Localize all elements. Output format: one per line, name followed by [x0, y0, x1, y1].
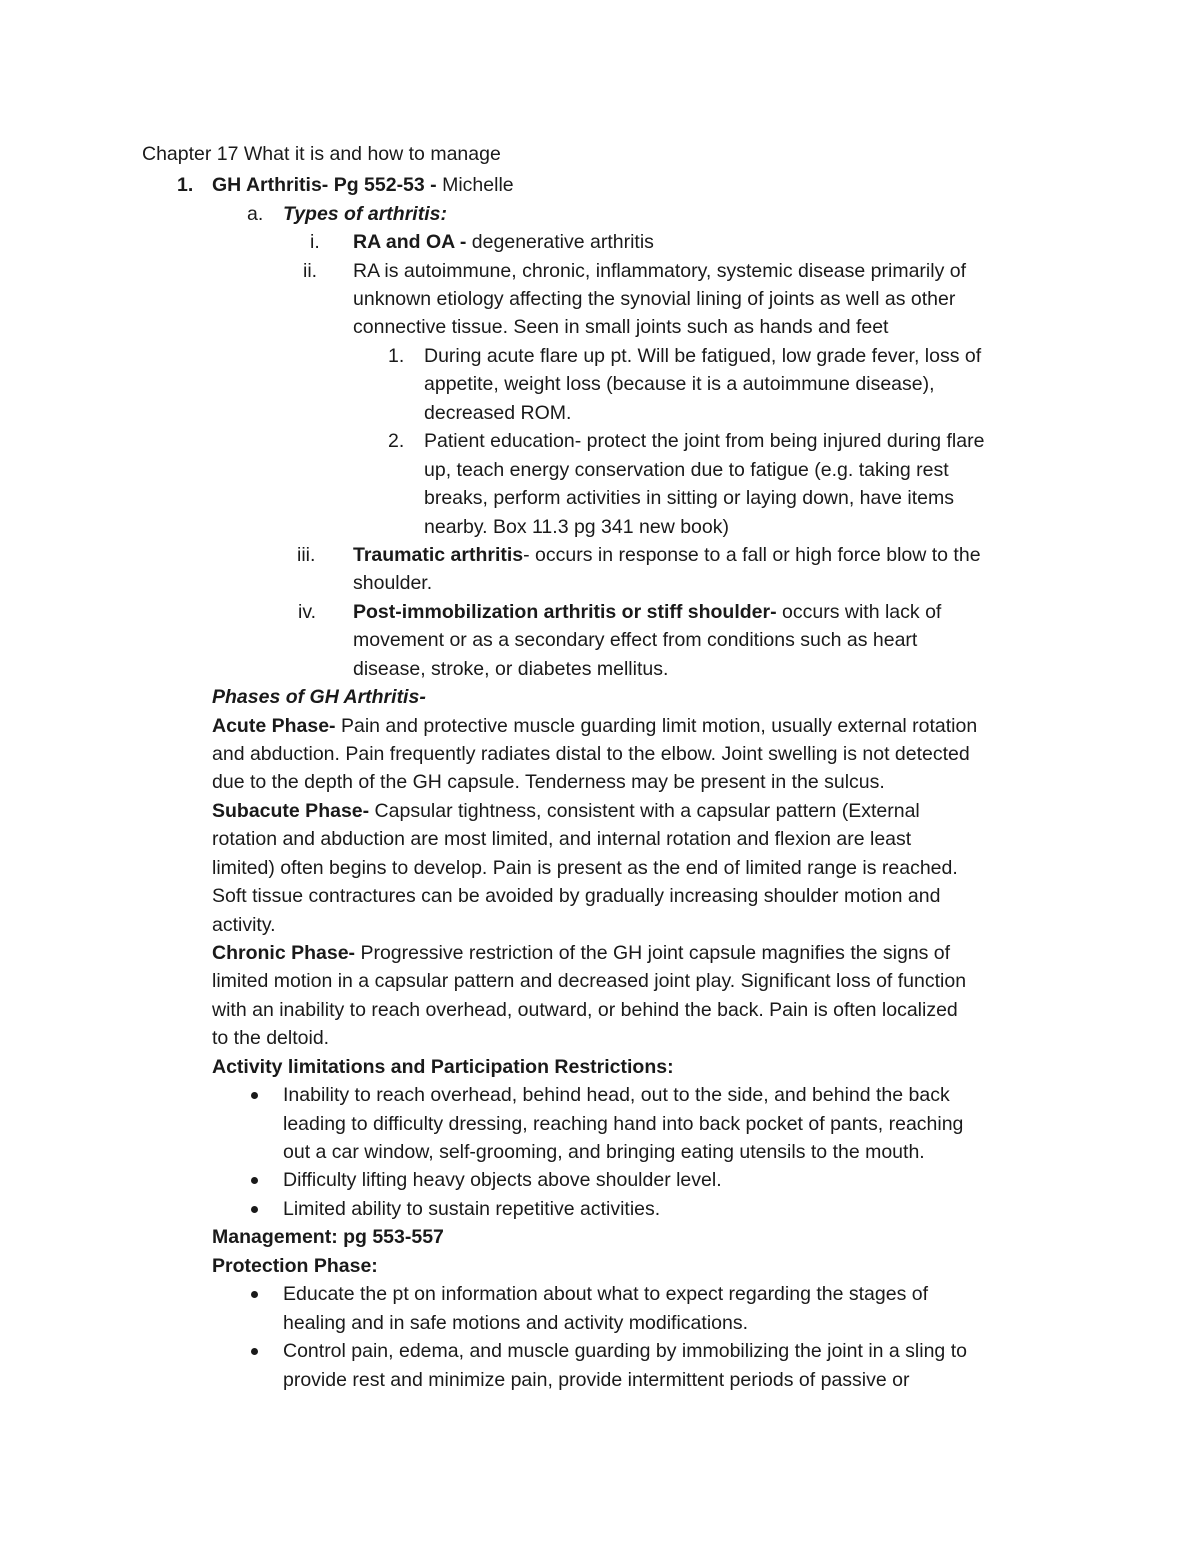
phases-title: Phases of GH Arthritis-: [212, 686, 426, 708]
patient-education-line: nearby. Box 11.3 pg 341 new book): [424, 516, 729, 538]
subacute-phase-line: rotation and abduction are most limited, and internal rotation and flexion are least: [212, 828, 912, 850]
subacute-phase-label: Subacute Phase-: [212, 800, 370, 822]
acute-flare-line: decreased ROM.: [424, 402, 572, 424]
ra-desc-line: unknown etiology affecting the synovial lining of joints as well as other: [353, 288, 956, 310]
patient-education-line: breaks, perform activities in sitting or laying down, have items: [424, 487, 954, 509]
bullet-dot: [251, 1348, 258, 1355]
item-1-title: GH Arthritis- Pg 552-53 -: [212, 174, 437, 196]
post-immobilization-line-3: disease, stroke, or diabetes mellitus.: [353, 658, 669, 680]
subacute-phase-line: limited) often begins to develop. Pain is present as the end of limited range is reached.: [212, 857, 958, 879]
chapter-heading: Chapter 17 What it is and how to manage: [142, 143, 501, 165]
activity-bullet-line: Inability to reach overhead, behind head, out to the side, and behind the back: [283, 1084, 950, 1106]
list-number-1: 1.: [177, 174, 194, 196]
bullet-dot: [251, 1291, 258, 1298]
chronic-phase-line: to the deltoid.: [212, 1027, 330, 1049]
activity-limitations-title: Activity limitations and Participation Restrictions:: [212, 1056, 674, 1078]
chronic-phase-line: limited motion in a capsular pattern and decreased joint play. Significant loss of function: [212, 970, 967, 992]
acute-flare-line: During acute flare up pt. Will be fatigued, low grade fever, loss of: [424, 345, 982, 367]
management-title: Management: pg 553-557: [212, 1226, 444, 1248]
roman-marker-ii: ii.: [303, 260, 318, 282]
protection-bullet-line: provide rest and minimize pain, provide intermittent periods of passive or: [283, 1369, 910, 1391]
subacute-phase-line: Soft tissue contractures can be avoided by gradually increasing shoulder motion and: [212, 885, 941, 907]
item-1-author: Michelle: [436, 174, 514, 196]
types-of-arthritis-title: Types of arthritis:: [283, 203, 447, 225]
subacute-phase-text: Capsular tightness, consistent with a capsular pattern (External: [369, 800, 920, 822]
activity-bullet-line: Difficulty lifting heavy objects above shoulder level.: [283, 1169, 722, 1191]
traumatic-arthritis-line-2: shoulder.: [353, 572, 433, 594]
subacute-phase-line: [212, 799, 920, 823]
roman-marker-i: i.: [310, 231, 320, 253]
bullet-dot: [251, 1092, 258, 1099]
post-immobilization-label: Post-immobilization arthritis or stiff shoulder-: [353, 601, 777, 623]
protection-bullet-line: healing and in safe motions and activity modifications.: [283, 1312, 749, 1334]
patient-education-line: up, teach energy conservation due to fatigue (e.g. taking rest: [424, 459, 949, 481]
roman-marker-iii: iii.: [297, 544, 316, 566]
item-1-line: [212, 173, 514, 197]
chronic-phase-label: Chronic Phase-: [212, 942, 356, 964]
acute-phase-label: Acute Phase-: [212, 715, 336, 737]
acute-phase-line: and abduction. Pain frequently radiates distal to the elbow. Joint swelling is not detected: [212, 743, 970, 765]
traumatic-arthritis-label: Traumatic arthritis: [353, 544, 524, 566]
acute-phase-text: Pain and protective muscle guarding limit motion, usually external rotation: [335, 715, 978, 737]
acute-flare-line: appetite, weight loss (because it is a autoimmune disease),: [424, 373, 935, 395]
acute-phase-line: [212, 714, 977, 738]
nested-marker-2: 2.: [388, 430, 405, 452]
bullet-dot: [251, 1206, 258, 1213]
post-immobilization-text: occurs with lack of: [776, 601, 942, 623]
roman-marker-iv: iv.: [298, 601, 317, 623]
traumatic-arthritis-line: [353, 543, 981, 567]
protection-bullet-line: Control pain, edema, and muscle guarding by immobilizing the joint in a sling to: [283, 1340, 967, 1362]
nested-marker-1: 1.: [388, 345, 405, 367]
post-immobilization-line: [353, 600, 941, 624]
chronic-phase-text: Progressive restriction of the GH joint capsule magnifies the signs of: [355, 942, 951, 964]
ra-desc-line: RA is autoimmune, chronic, inflammatory, systemic disease primarily of: [353, 260, 967, 282]
traumatic-arthritis-text: - occurs in response to a fall or high force blow to the: [523, 544, 981, 566]
activity-bullet-line: leading to difficulty dressing, reaching hand into back pocket of pants, reaching: [283, 1113, 964, 1135]
ra-desc-line: connective tissue. Seen in small joints such as hands and feet: [353, 316, 889, 338]
acute-phase-line: due to the depth of the GH capsule. Tenderness may be present in the sulcus.: [212, 771, 885, 793]
protection-bullet-line: Educate the pt on information about what to expect regarding the stages of: [283, 1283, 929, 1305]
activity-bullet-line: Limited ability to sustain repetitive activities.: [283, 1198, 661, 1220]
ra-oa-line: [353, 230, 654, 254]
post-immobilization-line-2: movement or as a secondary effect from conditions such as heart: [353, 629, 918, 651]
subacute-phase-line: activity.: [212, 914, 276, 936]
chronic-phase-line: [212, 941, 950, 965]
sub-marker-a: a.: [247, 203, 264, 225]
ra-oa-label: RA and OA -: [353, 231, 467, 253]
ra-oa-text: degenerative arthritis: [466, 231, 654, 253]
patient-education-line: Patient education- protect the joint from being injured during flare: [424, 430, 985, 452]
protection-phase-title: Protection Phase:: [212, 1255, 378, 1277]
chronic-phase-line: with an inability to reach overhead, outward, or behind the back. Pain is often localized: [212, 999, 958, 1021]
activity-bullet-line: out a car window, self-grooming, and bringing eating utensils to the mouth.: [283, 1141, 925, 1163]
bullet-dot: [251, 1177, 258, 1184]
